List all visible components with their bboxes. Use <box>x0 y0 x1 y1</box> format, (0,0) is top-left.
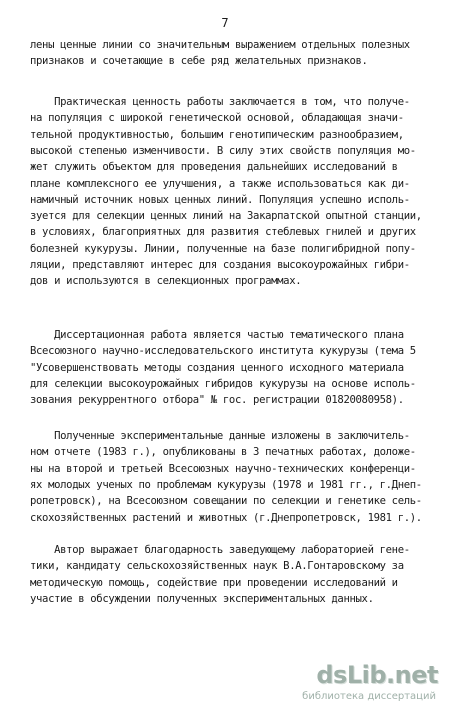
text-line: Практическая ценность работы заключается в том, что получе- <box>30 96 410 108</box>
watermark-logo: dsLib.net <box>316 661 438 689</box>
text-line: жет служить объектом для проведения дальнейших исследований в <box>30 161 398 174</box>
text-line: признаков и сочетающие в себе ряд желательных признаков. <box>30 55 368 68</box>
text-line: ны на второй и третьей Всесоюзных научно-технических конференци- <box>30 462 416 475</box>
watermark-subtitle: библиотека диссертаций <box>302 691 436 702</box>
text-line: болезней кукурузы. Линии, полученные на базе полигибридной попу- <box>30 242 416 255</box>
text-line: зования рекуррентного отбора" № гос. регистрации 01820080958). <box>30 394 404 407</box>
text-line: в условиях, благоприятных для развития стеблевых гнилей и других <box>30 226 416 239</box>
watermark <box>300 661 440 707</box>
text-line: ляции, представляют интерес для создания высокоурожайных гибри- <box>30 259 410 271</box>
text-line: методическую помощь, содействие при проведении исследований и <box>30 576 398 589</box>
text-line: "Усовершенствовать методы создания ценного исходного материала <box>30 361 404 374</box>
text-line: высокой степенью изменчивости. В силу этих свойств популяция мо- <box>30 144 416 157</box>
text-line: дов и используются в селекционных программах. <box>30 275 302 288</box>
text-line: тельной продуктивностью, большим генотипическим разнообразием, <box>30 128 404 141</box>
text-line: тики, кандидату сельскохозяйственных наук В.А.Гонтаровскому за <box>30 560 404 573</box>
text-line: плане комплексного ее улучшения, а также использоваться как ди- <box>30 177 410 190</box>
text-line: Всесоюзного научно-исследовательского института кукурузы (тема 5 <box>30 345 416 358</box>
text-line: ропетровск), на Всесоюзном совещании по селекции и генетике сель- <box>30 495 422 508</box>
text-line: участие в обсуждении полученных экспериментальных данных. <box>30 592 374 605</box>
page-number: 7 <box>221 16 229 30</box>
text-line: Автор выражает благодарность заведующему лабораторией генe- <box>30 544 410 556</box>
text-line: ном отчете (1983 г.), опубликованы в 3 печатных работах, доложе- <box>30 446 416 459</box>
text-line: Полученные экспериментальные данные изложены в заключитель- <box>30 430 410 442</box>
text-line: ях молодых ученых по проблемам кукурузы (1978 и 1981 гг., г.Днеп- <box>30 478 422 491</box>
text-line: лены ценные линии со значительным выражением отдельных полезных <box>30 39 410 51</box>
text-line: на популяция с широкой генетической основой, обладающая значи- <box>30 112 404 125</box>
text-line: Диссертационная работа является частью тематического плана <box>30 329 404 341</box>
text-line: намичный источник новых ценных линий. Популяция успешно исполь- <box>30 193 410 206</box>
text-line: скохозяйственных растений и животных (г.Днепропетровск, 1981 г.). <box>30 511 422 524</box>
text-line: зуется для селекции ценных линий на Закарпатской опытной станции, <box>30 210 422 223</box>
text-line: для селекции высокоурожайных гибридов кукурузы на основе исполь- <box>30 377 416 390</box>
